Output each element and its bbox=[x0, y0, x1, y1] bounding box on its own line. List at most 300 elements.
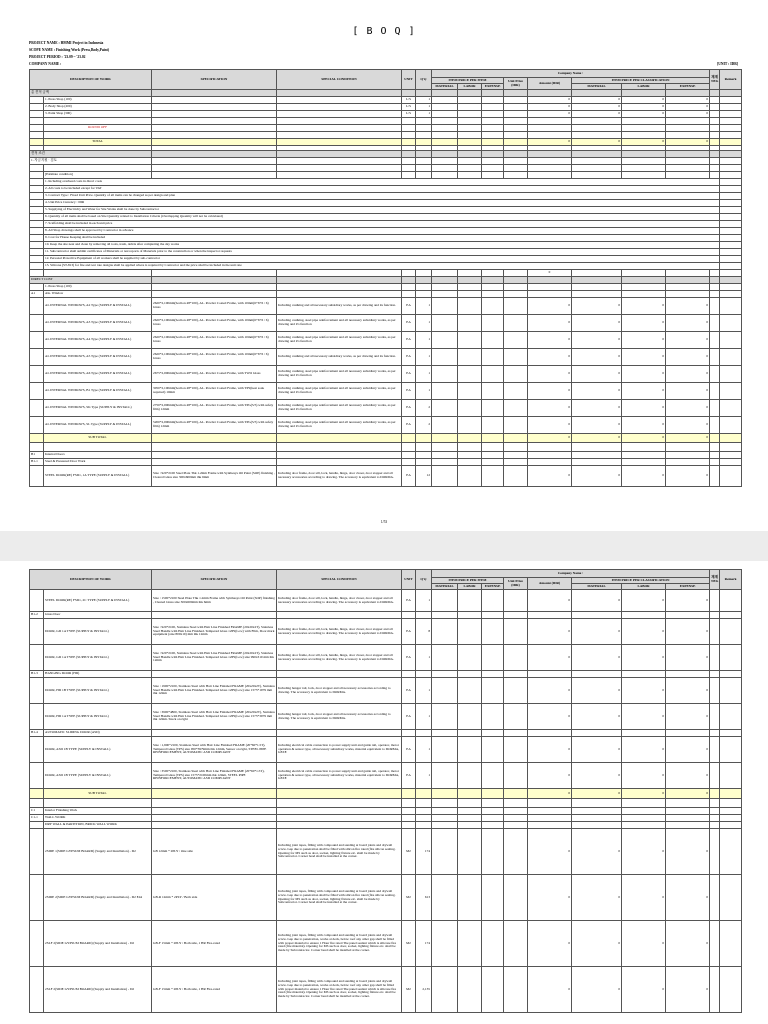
table-cell bbox=[458, 921, 482, 967]
amount-cell: 0 bbox=[622, 763, 666, 789]
item-qty: 2 bbox=[416, 400, 432, 417]
table-cell bbox=[30, 799, 44, 808]
table-cell bbox=[432, 291, 458, 298]
table-cell bbox=[482, 443, 504, 452]
table-cell bbox=[710, 799, 720, 808]
item-description: AL INTERNAL WINDOWS, A3 Type (SUPPLY & INSTALL) bbox=[44, 315, 152, 332]
table-cell bbox=[432, 967, 458, 1013]
amount-cell: 0 bbox=[572, 466, 622, 487]
item-condition: Including joint tapes, filling with compound and sanding at board joints and drywall screw. Gap due to penetration, works at deck, below roof any other gap shall be filled with proper material to ensure 1 Hour fire rated The panel sealant which is silicone fire rated (fire material). Opening for MS such as door, socket, lighting fixture etc. shall be made by Subcontractor. Corner bead shall be installed at the corner. bbox=[277, 967, 402, 1013]
table-cell bbox=[432, 612, 458, 619]
table-cell bbox=[30, 132, 44, 139]
table-cell bbox=[710, 90, 720, 97]
header-company: Company Name : bbox=[432, 70, 710, 78]
section-title: Alu. Window bbox=[44, 291, 152, 298]
table-cell bbox=[622, 452, 666, 459]
section-code: C1-1 bbox=[30, 815, 44, 822]
table-cell bbox=[572, 151, 622, 158]
table-cell bbox=[504, 400, 528, 417]
amount-cell: 0 bbox=[528, 270, 572, 277]
table-cell bbox=[277, 808, 402, 815]
table-cell bbox=[572, 799, 622, 808]
table-cell bbox=[504, 111, 528, 118]
table-cell bbox=[432, 332, 458, 349]
table-cell bbox=[720, 158, 742, 165]
table-cell bbox=[666, 90, 710, 97]
table-cell bbox=[720, 221, 742, 228]
item-qty: 1 bbox=[416, 590, 432, 612]
table-cell bbox=[710, 172, 720, 179]
item-condition: Including electrical cable connection to power supply unit and guide rail, operator, motor operation & sensor type, all necessary subsidiary works, material equivalent to DORMA, GEZE bbox=[277, 763, 402, 789]
condition-item: 3. Contract Type : Fixed Unit Price. Quantity of all items can be changed as per design and plan bbox=[44, 193, 720, 200]
table-cell bbox=[432, 90, 458, 97]
table-cell bbox=[458, 165, 482, 172]
item-unit: EA bbox=[402, 349, 416, 366]
amount-cell: 0 bbox=[572, 298, 622, 315]
table-cell bbox=[710, 125, 720, 132]
table-cell bbox=[710, 315, 720, 332]
amount-cell: 0 bbox=[666, 298, 710, 315]
item-condition: Including door frame, door sill, lock, handle, hinge, door closer, door stopper and all necessary accessories according to drawing. The accessory is equivalent to DORMA. bbox=[277, 590, 402, 612]
table-row bbox=[30, 678, 742, 704]
table-cell bbox=[504, 132, 528, 139]
table-cell bbox=[504, 118, 528, 125]
table-cell bbox=[416, 452, 432, 459]
table-cell bbox=[30, 118, 44, 125]
table-cell bbox=[432, 118, 458, 125]
table-cell bbox=[666, 799, 710, 808]
table-cell bbox=[710, 132, 720, 139]
table-row bbox=[30, 799, 742, 808]
summary-unit: L/S bbox=[402, 97, 416, 104]
table-cell bbox=[402, 434, 416, 443]
table-cell bbox=[432, 284, 458, 291]
table-cell bbox=[277, 172, 402, 179]
table-cell bbox=[152, 118, 277, 125]
table-cell bbox=[44, 118, 152, 125]
subtotal-label: SUB TOTAL bbox=[44, 434, 152, 443]
amount-cell: 0 bbox=[622, 466, 666, 487]
table-cell bbox=[482, 132, 504, 139]
table-cell bbox=[432, 158, 458, 165]
table-cell bbox=[666, 291, 710, 298]
table-cell bbox=[432, 298, 458, 315]
subtotal-label: SUB TOTAL bbox=[44, 789, 152, 799]
table-cell bbox=[720, 822, 742, 829]
table-cell bbox=[30, 822, 44, 829]
table-cell bbox=[30, 704, 44, 730]
table-cell bbox=[482, 158, 504, 165]
table-cell bbox=[416, 808, 432, 815]
condition-item: 8. All Shop drawings shall be approved by Contractor in advance bbox=[44, 228, 720, 235]
table-cell bbox=[458, 590, 482, 612]
table-cell bbox=[622, 158, 666, 165]
item-description: AL INTERNAL WINDOWS, A6 Type (SUPPLY & INSTALL) bbox=[44, 366, 152, 383]
table-row bbox=[30, 90, 742, 97]
table-row bbox=[30, 671, 742, 678]
table-cell bbox=[458, 434, 482, 443]
table-cell bbox=[458, 90, 482, 97]
amount-cell: 0 bbox=[528, 645, 572, 671]
table-cell bbox=[504, 808, 528, 815]
header-class-price: ITEM PRICE PER CLASSIFICATION bbox=[572, 78, 710, 84]
item-description: AL INTERNAL WINDOWS, SL Type (SUPPLY & INSTALL) bbox=[44, 417, 152, 434]
table-cell bbox=[458, 730, 482, 737]
amount-cell: 0 bbox=[666, 704, 710, 730]
table-cell bbox=[402, 90, 416, 97]
table-cell bbox=[710, 789, 720, 799]
item-qty: 2,135 bbox=[416, 967, 432, 1013]
table-cell bbox=[504, 165, 528, 172]
table-cell bbox=[710, 671, 720, 678]
table-cell bbox=[30, 443, 44, 452]
table-cell bbox=[458, 671, 482, 678]
table-cell bbox=[30, 186, 44, 193]
table-cell bbox=[458, 97, 482, 104]
table-cell bbox=[277, 139, 402, 146]
table-cell bbox=[482, 270, 504, 277]
item-specification: 2620*2,100mm(Section 48*100), AL. Powder Coated Frame, with 10mm(6+6+6 / 6) Glass bbox=[152, 332, 277, 349]
item-unit: M2 bbox=[402, 921, 416, 967]
table-row bbox=[30, 349, 742, 366]
amount-cell: 0 bbox=[572, 349, 622, 366]
item-unit: EA bbox=[402, 590, 416, 612]
table-cell bbox=[152, 158, 277, 165]
amount-cell: 0 bbox=[666, 400, 710, 417]
amount-cell: 0 bbox=[572, 434, 622, 443]
table-row bbox=[30, 315, 742, 332]
table-cell bbox=[504, 875, 528, 921]
table-row bbox=[30, 921, 742, 967]
table-cell bbox=[416, 158, 432, 165]
table-cell bbox=[572, 808, 622, 815]
table-cell bbox=[710, 815, 720, 822]
table-cell bbox=[482, 829, 504, 875]
table-cell bbox=[710, 452, 720, 459]
item-description: DOOR, HD 1B TYPE (SUPPLY & INSTALL) bbox=[44, 678, 152, 704]
amount-cell: 0 bbox=[528, 315, 572, 332]
table-row bbox=[30, 789, 742, 799]
item-qty: 1 bbox=[416, 332, 432, 349]
table-cell bbox=[528, 151, 572, 158]
amount-cell: 0 bbox=[528, 619, 572, 645]
header-labor-class: LABOR bbox=[622, 584, 666, 590]
table-cell bbox=[458, 383, 482, 400]
table-cell bbox=[402, 291, 416, 298]
table-cell bbox=[482, 298, 504, 315]
summary-qty: 1 bbox=[416, 97, 432, 104]
table-cell bbox=[622, 270, 666, 277]
table-cell bbox=[277, 165, 402, 172]
table-cell bbox=[152, 822, 277, 829]
table-cell bbox=[482, 737, 504, 763]
table-cell bbox=[482, 459, 504, 466]
direct-cost-heading: DIRECT COST bbox=[30, 277, 152, 284]
project-period: PROJECT PERIOD : '23.09 ~ '23.02 bbox=[29, 55, 86, 59]
table-cell bbox=[30, 214, 44, 221]
table-cell bbox=[402, 799, 416, 808]
table-cell bbox=[720, 443, 742, 452]
table-cell bbox=[528, 799, 572, 808]
table-cell bbox=[402, 118, 416, 125]
table-cell bbox=[710, 730, 720, 737]
table-cell bbox=[458, 799, 482, 808]
table-row bbox=[30, 332, 742, 349]
item-condition: Including caulking, steel pipe reinforcement and all necessary subsidiary works, as per drawing and it's function bbox=[277, 417, 402, 434]
table-cell bbox=[572, 165, 622, 172]
table-cell bbox=[504, 172, 528, 179]
table-cell bbox=[482, 875, 504, 921]
table-cell bbox=[432, 619, 458, 645]
table-cell bbox=[528, 158, 572, 165]
table-cell bbox=[458, 737, 482, 763]
table-cell bbox=[622, 291, 666, 298]
amount-cell: 0 bbox=[666, 104, 710, 111]
table-cell bbox=[504, 97, 528, 104]
table-row bbox=[30, 875, 742, 921]
table-cell bbox=[720, 111, 742, 118]
section-code: A1 bbox=[30, 291, 44, 298]
table-cell bbox=[572, 90, 622, 97]
table-cell bbox=[402, 808, 416, 815]
table-cell bbox=[666, 815, 710, 822]
table-cell bbox=[30, 172, 44, 179]
table-cell bbox=[277, 97, 402, 104]
table-cell bbox=[30, 207, 44, 214]
table-cell bbox=[402, 270, 416, 277]
table-cell bbox=[277, 158, 402, 165]
table-cell bbox=[720, 875, 742, 921]
item-unit: EA bbox=[402, 400, 416, 417]
table-cell bbox=[710, 704, 720, 730]
table-cell bbox=[622, 612, 666, 619]
table-row bbox=[30, 808, 742, 815]
amount-cell: 0 bbox=[622, 332, 666, 349]
item-qty: 1 bbox=[416, 763, 432, 789]
table-cell bbox=[432, 434, 458, 443]
table-cell bbox=[622, 815, 666, 822]
table-cell bbox=[710, 443, 720, 452]
table-cell bbox=[482, 763, 504, 789]
amount-cell: 0 bbox=[666, 315, 710, 332]
table-cell bbox=[710, 619, 720, 645]
table-cell bbox=[572, 172, 622, 179]
item-description: DOOR, GD 1A TYPE (SUPPLY & INSTALL) bbox=[44, 645, 152, 671]
item-description: DOOR, GD 1A TYPE (SUPPLY & INSTALL) bbox=[44, 619, 152, 645]
table-cell bbox=[622, 172, 666, 179]
table-cell bbox=[277, 730, 402, 737]
table-cell bbox=[720, 151, 742, 158]
table-cell bbox=[402, 730, 416, 737]
condition-item: 6. Quantity of all items shall be based on Site Quantity related to Installation Criteria (Overlapping Quantity will not be calculated) bbox=[44, 214, 720, 221]
amount-cell: 0 bbox=[622, 349, 666, 366]
table-cell bbox=[30, 249, 44, 256]
table-cell bbox=[277, 125, 402, 132]
table-cell bbox=[402, 125, 416, 132]
table-row bbox=[30, 466, 742, 487]
table-cell bbox=[504, 763, 528, 789]
item-condition: Including caulking, steel pipe reinforcement and all necessary subsidiary works, as per drawing and it's function bbox=[277, 366, 402, 383]
table-cell bbox=[572, 277, 622, 284]
amount-cell: 0 bbox=[666, 349, 710, 366]
table-cell bbox=[720, 179, 742, 186]
table-cell bbox=[710, 104, 720, 111]
notes-heading: 견적 조건 bbox=[30, 151, 152, 158]
table-cell bbox=[458, 466, 482, 487]
item-specification: 2750*2,000mm(Section 48*100), AL. Powder Coated Frame, with TPG(5/5) with safety film) 12mm bbox=[152, 400, 277, 417]
table-cell bbox=[710, 875, 720, 921]
table-cell bbox=[710, 349, 720, 366]
table-cell bbox=[710, 466, 720, 487]
table-cell bbox=[666, 118, 710, 125]
item-condition: Including caulking and all necessary subsidiary works, as per drawing and its function. bbox=[277, 298, 402, 315]
table-cell bbox=[152, 459, 277, 466]
item-condition: Including door frame, door sill, lock, handle, hinge, door closer, door stopper and all necessary accessories according to drawing. The accessory is equivalent to DORMA. bbox=[277, 619, 402, 645]
table-cell bbox=[720, 118, 742, 125]
amount-cell: 0 bbox=[528, 967, 572, 1013]
table-cell bbox=[458, 763, 482, 789]
header-unit-price: Unit Price (IDR) bbox=[504, 578, 528, 590]
item-description: 2SIDE 2(SIDE GYPSUM BOARD) (Supply and Installation) - D2 E44 bbox=[44, 875, 152, 921]
scope-name: SCOPE NAME : Finishing Work (Press,Body,Paint) bbox=[29, 48, 110, 52]
table-cell bbox=[720, 270, 742, 277]
table-cell bbox=[710, 383, 720, 400]
table-cell bbox=[432, 417, 458, 434]
table-cell bbox=[416, 118, 432, 125]
table-cell bbox=[458, 104, 482, 111]
table-cell bbox=[458, 291, 482, 298]
amount-cell: 0 bbox=[666, 111, 710, 118]
item-condition: Including electrical cable connection to power supply unit and guide rail, operator, motor operation & sensor type, all necessary subsidiary works, material equivalent to DORMA, GEZE bbox=[277, 737, 402, 763]
item-specification: GB-F 15mm * 2PLY / Both side, 1 HR Fire-rated bbox=[152, 921, 277, 967]
table-cell bbox=[710, 270, 720, 277]
amount-cell: 0 bbox=[528, 829, 572, 875]
table-cell bbox=[30, 263, 44, 270]
item-specification: 3050*2,100mm(Section 48*100), AL. Powder Coated Frame, with TPS(heat soak required) 10mm bbox=[152, 383, 277, 400]
amount-cell: 0 bbox=[572, 417, 622, 434]
item-qty: 1 bbox=[416, 366, 432, 383]
table-cell bbox=[152, 90, 277, 97]
table-cell bbox=[482, 466, 504, 487]
table-cell bbox=[277, 104, 402, 111]
summary-qty: 1 bbox=[416, 111, 432, 118]
currency-unit: [UNIT : IDR] bbox=[717, 62, 738, 66]
item-specification: 2620*2,100mm(Section 48*100), AL. Powder Coated Frame, with 10mm(6+6+6 / 6) Glass bbox=[152, 349, 277, 366]
table-cell bbox=[504, 298, 528, 315]
table-cell bbox=[504, 125, 528, 132]
table-cell bbox=[402, 671, 416, 678]
table-cell bbox=[666, 822, 710, 829]
table-cell bbox=[720, 291, 742, 298]
table-cell bbox=[710, 284, 720, 291]
table-cell bbox=[432, 172, 458, 179]
amount-cell: 0 bbox=[528, 332, 572, 349]
table-cell bbox=[720, 737, 742, 763]
table-cell bbox=[432, 139, 458, 146]
table-cell bbox=[416, 125, 432, 132]
table-cell bbox=[416, 612, 432, 619]
table-cell bbox=[504, 349, 528, 366]
item-condition: Including hanger rail, lock, door stopper and all necessary accessories according to drawing. The accessory is equivalent to DORMA. bbox=[277, 678, 402, 704]
amount-cell: 0 bbox=[572, 590, 622, 612]
item-specification: 2675*2,000mm(Section 48*100), AL. Powder Coated Frame, with TWO Glass bbox=[152, 366, 277, 383]
table-row bbox=[30, 612, 742, 619]
table-cell bbox=[458, 172, 482, 179]
amount-cell: 0 bbox=[666, 97, 710, 104]
table-cell bbox=[402, 459, 416, 466]
table-row bbox=[30, 125, 742, 132]
item-condition: Including hanger rail, lock, door stopper and all necessary accessories according to drawing. The accessory is equivalent to DORMA. bbox=[277, 704, 402, 730]
table-cell bbox=[30, 875, 44, 921]
item-condition: Including caulking, steel pipe reinforcement and all necessary subsidiary works, as per drawing and it's function bbox=[277, 400, 402, 417]
item-unit: EA bbox=[402, 763, 416, 789]
item-specification: Size : 920*2100 Steel Plate Thk 1.2mm Frame with Synthesys Oil Paint (SOP) finishing , Cleared Glass size 300x600mm thk 6mm bbox=[152, 466, 277, 487]
table-cell bbox=[504, 104, 528, 111]
table-cell bbox=[666, 151, 710, 158]
table-cell bbox=[458, 808, 482, 815]
item-description: DOOR, ASD 1B TYPE (SUPPLY & INSTALL) bbox=[44, 737, 152, 763]
table-cell bbox=[720, 97, 742, 104]
table-cell bbox=[458, 829, 482, 875]
header-unit-price: Unit Price (IDR) bbox=[504, 78, 528, 90]
section-title: HANGING DOOR (HD) bbox=[44, 671, 152, 678]
table-cell bbox=[30, 193, 44, 200]
amount-cell: 0 bbox=[528, 97, 572, 104]
item-specification: GB 12mm * 2PLY / One side bbox=[152, 829, 277, 875]
estimate-condition-title: [Estimate condition] bbox=[44, 172, 152, 179]
table-row bbox=[30, 207, 742, 214]
table-cell bbox=[30, 111, 44, 118]
table-row bbox=[30, 452, 742, 459]
item-qty: 1 bbox=[416, 315, 432, 332]
table-cell bbox=[432, 466, 458, 487]
table-cell bbox=[720, 125, 742, 132]
table-cell bbox=[432, 799, 458, 808]
amount-cell: 0 bbox=[572, 967, 622, 1013]
boq-table-page-2 bbox=[29, 569, 742, 1013]
table-cell bbox=[432, 349, 458, 366]
table-row bbox=[30, 400, 742, 417]
table-cell bbox=[458, 459, 482, 466]
table-cell bbox=[432, 645, 458, 671]
table-cell bbox=[30, 221, 44, 228]
table-row bbox=[30, 291, 742, 298]
table-cell bbox=[666, 452, 710, 459]
table-row bbox=[30, 730, 742, 737]
table-cell bbox=[504, 619, 528, 645]
table-cell bbox=[482, 921, 504, 967]
table-cell bbox=[504, 789, 528, 799]
table-cell bbox=[432, 822, 458, 829]
table-row bbox=[30, 815, 742, 822]
table-cell bbox=[710, 111, 720, 118]
table-cell bbox=[720, 671, 742, 678]
table-cell bbox=[710, 822, 720, 829]
table-cell bbox=[402, 284, 416, 291]
table-cell bbox=[482, 104, 504, 111]
table-cell bbox=[416, 443, 432, 452]
amount-cell: 0 bbox=[622, 315, 666, 332]
table-cell bbox=[277, 443, 402, 452]
amount-cell: 0 bbox=[572, 97, 622, 104]
table-cell bbox=[416, 165, 432, 172]
table-cell bbox=[710, 158, 720, 165]
table-row bbox=[30, 118, 742, 125]
table-cell bbox=[152, 104, 277, 111]
item-specification: 2620*2,100mm(Section 48*100), AL. Powder Coated Frame, with 10mm(6+6+6 / 6) Glass bbox=[152, 315, 277, 332]
table-cell bbox=[402, 822, 416, 829]
table-cell bbox=[710, 737, 720, 763]
